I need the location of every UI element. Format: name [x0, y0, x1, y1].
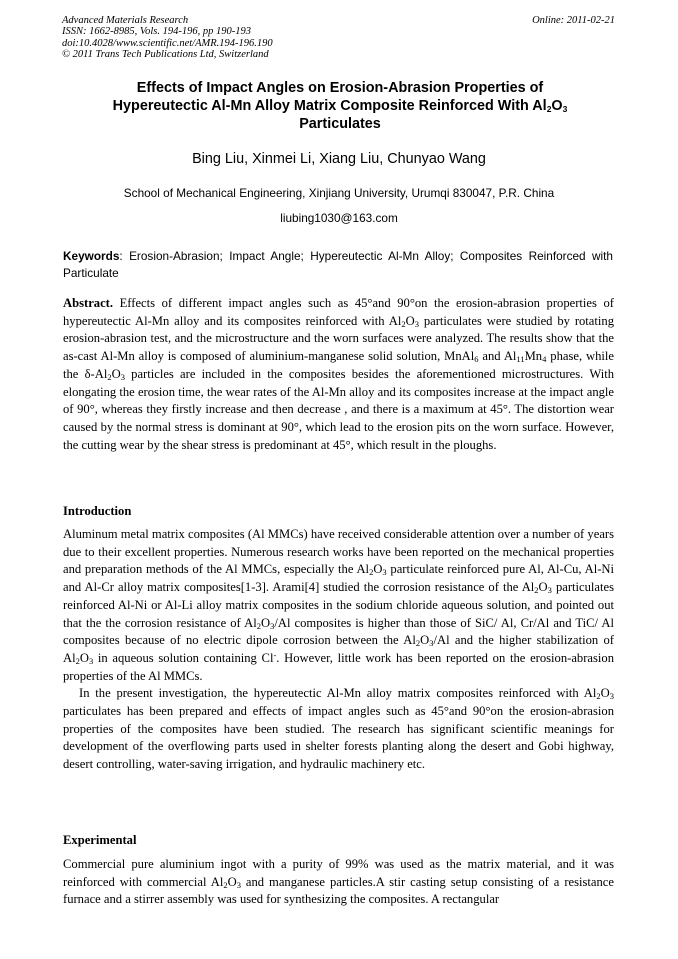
journal-header — [62, 15, 273, 61]
introduction-paragraph-2: In the present investigation, the hypereutectic Al-Mn alloy matrix composites reinforced with $Al_2O_3$ particulates has been prepared and effects of impact angles such as 45°and 90°on the erosion-abrasion properties of the composites have been studied. The research has significant scientific meanings for development of the overflowing parts used in shelter forests planting along the desert and Gobi highway, desert controlling, water-saving irrigation, and hydraulic machinery etc. — [63, 686, 614, 772]
introduction-body — [63, 526, 614, 774]
introduction-heading: Introduction — [63, 504, 132, 518]
experimental-heading: Experimental — [63, 833, 137, 847]
paper-title — [60, 79, 620, 133]
issn-line: ISSN: 1662-8985, Vols. 194-196, pp 190-193 — [62, 26, 251, 38]
copyright-line: © 2011 Trans Tech Publications Ltd, Switzerland — [62, 49, 269, 61]
affiliation: School of Mechanical Engineering, Xinjiang University, Urumqi 830047, P.R. China — [123, 186, 555, 200]
abstract: Abstract. Effects of different impact angles such as 45°and 90°on the erosion-abrasion properties of hypereutectic Al-Mn alloy and its composites reinforced with $Al_2O_3$ particulates were studied by rotating erosion-abrasion test, and the microstructure and the worn surfaces were analyzed. The results show that the as-cast Al-Mn alloy is composed of aluminium-manganese solid solution, MnAl$_6$ and $Al_{11}Mn_4$ phase, while the $\delta-Al_2O_3$ particles are included in the composites besides the aforementioned microstructures. With elongating the erosion time, the wear rates of the Al-Mn alloy and its composites increase at the impact angle of 90°, whereas they firstly increase and then decrease , and there is a maximum at 45°. The distortion wear caused by the normal stress is dominant at 90°, which lead to the erosion pits on the worn surface. However, the cutting wear by the shear stress is predominant at 45°, which result in the ploughs. — [63, 296, 614, 452]
author-email[interactable]: liubing1030@163.com — [280, 211, 398, 225]
keywords — [63, 248, 613, 282]
title-line-2: Hypereutectic Al-Mn Alloy Matrix Composite Reinforced With $Al_2O_3$ — [112, 98, 568, 114]
experimental-paragraph: Commercial pure aluminium ingot with a purity of 99% was used as the matrix material, and it was reinforced with commercial $Al_2O_3$ and manganese particles.A stir casting setup consisting of a resistance furnace and a stirrer assembly was used for synthesizing the composites. A rectangular — [63, 857, 614, 907]
abstract-label: Abstract. — [63, 296, 114, 310]
keywords-label: Keywords — [63, 249, 120, 263]
online-date: Online: 2011-02-21 — [532, 15, 615, 26]
doi-line: doi:10.4028/www.scientific.net/AMR.194-196.190 — [62, 37, 273, 49]
title-line-1: Effects of Impact Angles on Erosion-Abrasion Properties of — [136, 80, 544, 96]
introduction-paragraph-1: Aluminum metal matrix composites (Al MMCs) have received considerable attention over a number of years due to their excellent properties. Numerous research works have been reported on the mechanical properties and preparation methods of the Al MMCs, especially the $Al_2O_3$ particulate reinforced pure Al, Al-Cu, Al-Ni and Al-Cr alloy matrix composites[1-3]. Arami[4] studied the corrosion resistance of the $Al_2O_3$ particulates reinforced Al-Ni or Al-Li alloy matrix composites in the sodium chloride aqueous solution, and pointed out that the the corrosion resistance of $Al_2O_3/Al$ composites is higher than those of SiC/ Al, Cr/Al and TiC/ Al composites because of no electric dipole corrosion between the $Al_2O_3/Al$ and the higher stabilization of $Al_2O_3$ in aqueous solution containing Cl-. However, little work has been reported on the erosion-abrasion properties of the Al MMCs. — [63, 527, 614, 683]
author-list: Bing Liu, Xinmei Li, Xiang Liu, Chunyao Wang — [192, 151, 486, 167]
journal-name: Advanced Materials Research — [62, 15, 189, 26]
title-line-3: Particulates — [299, 116, 381, 132]
keywords-text: : Erosion-Abrasion; Impact Angle; Hypereutectic Al-Mn Alloy; Composites Reinforced with Particulate — [63, 249, 613, 280]
